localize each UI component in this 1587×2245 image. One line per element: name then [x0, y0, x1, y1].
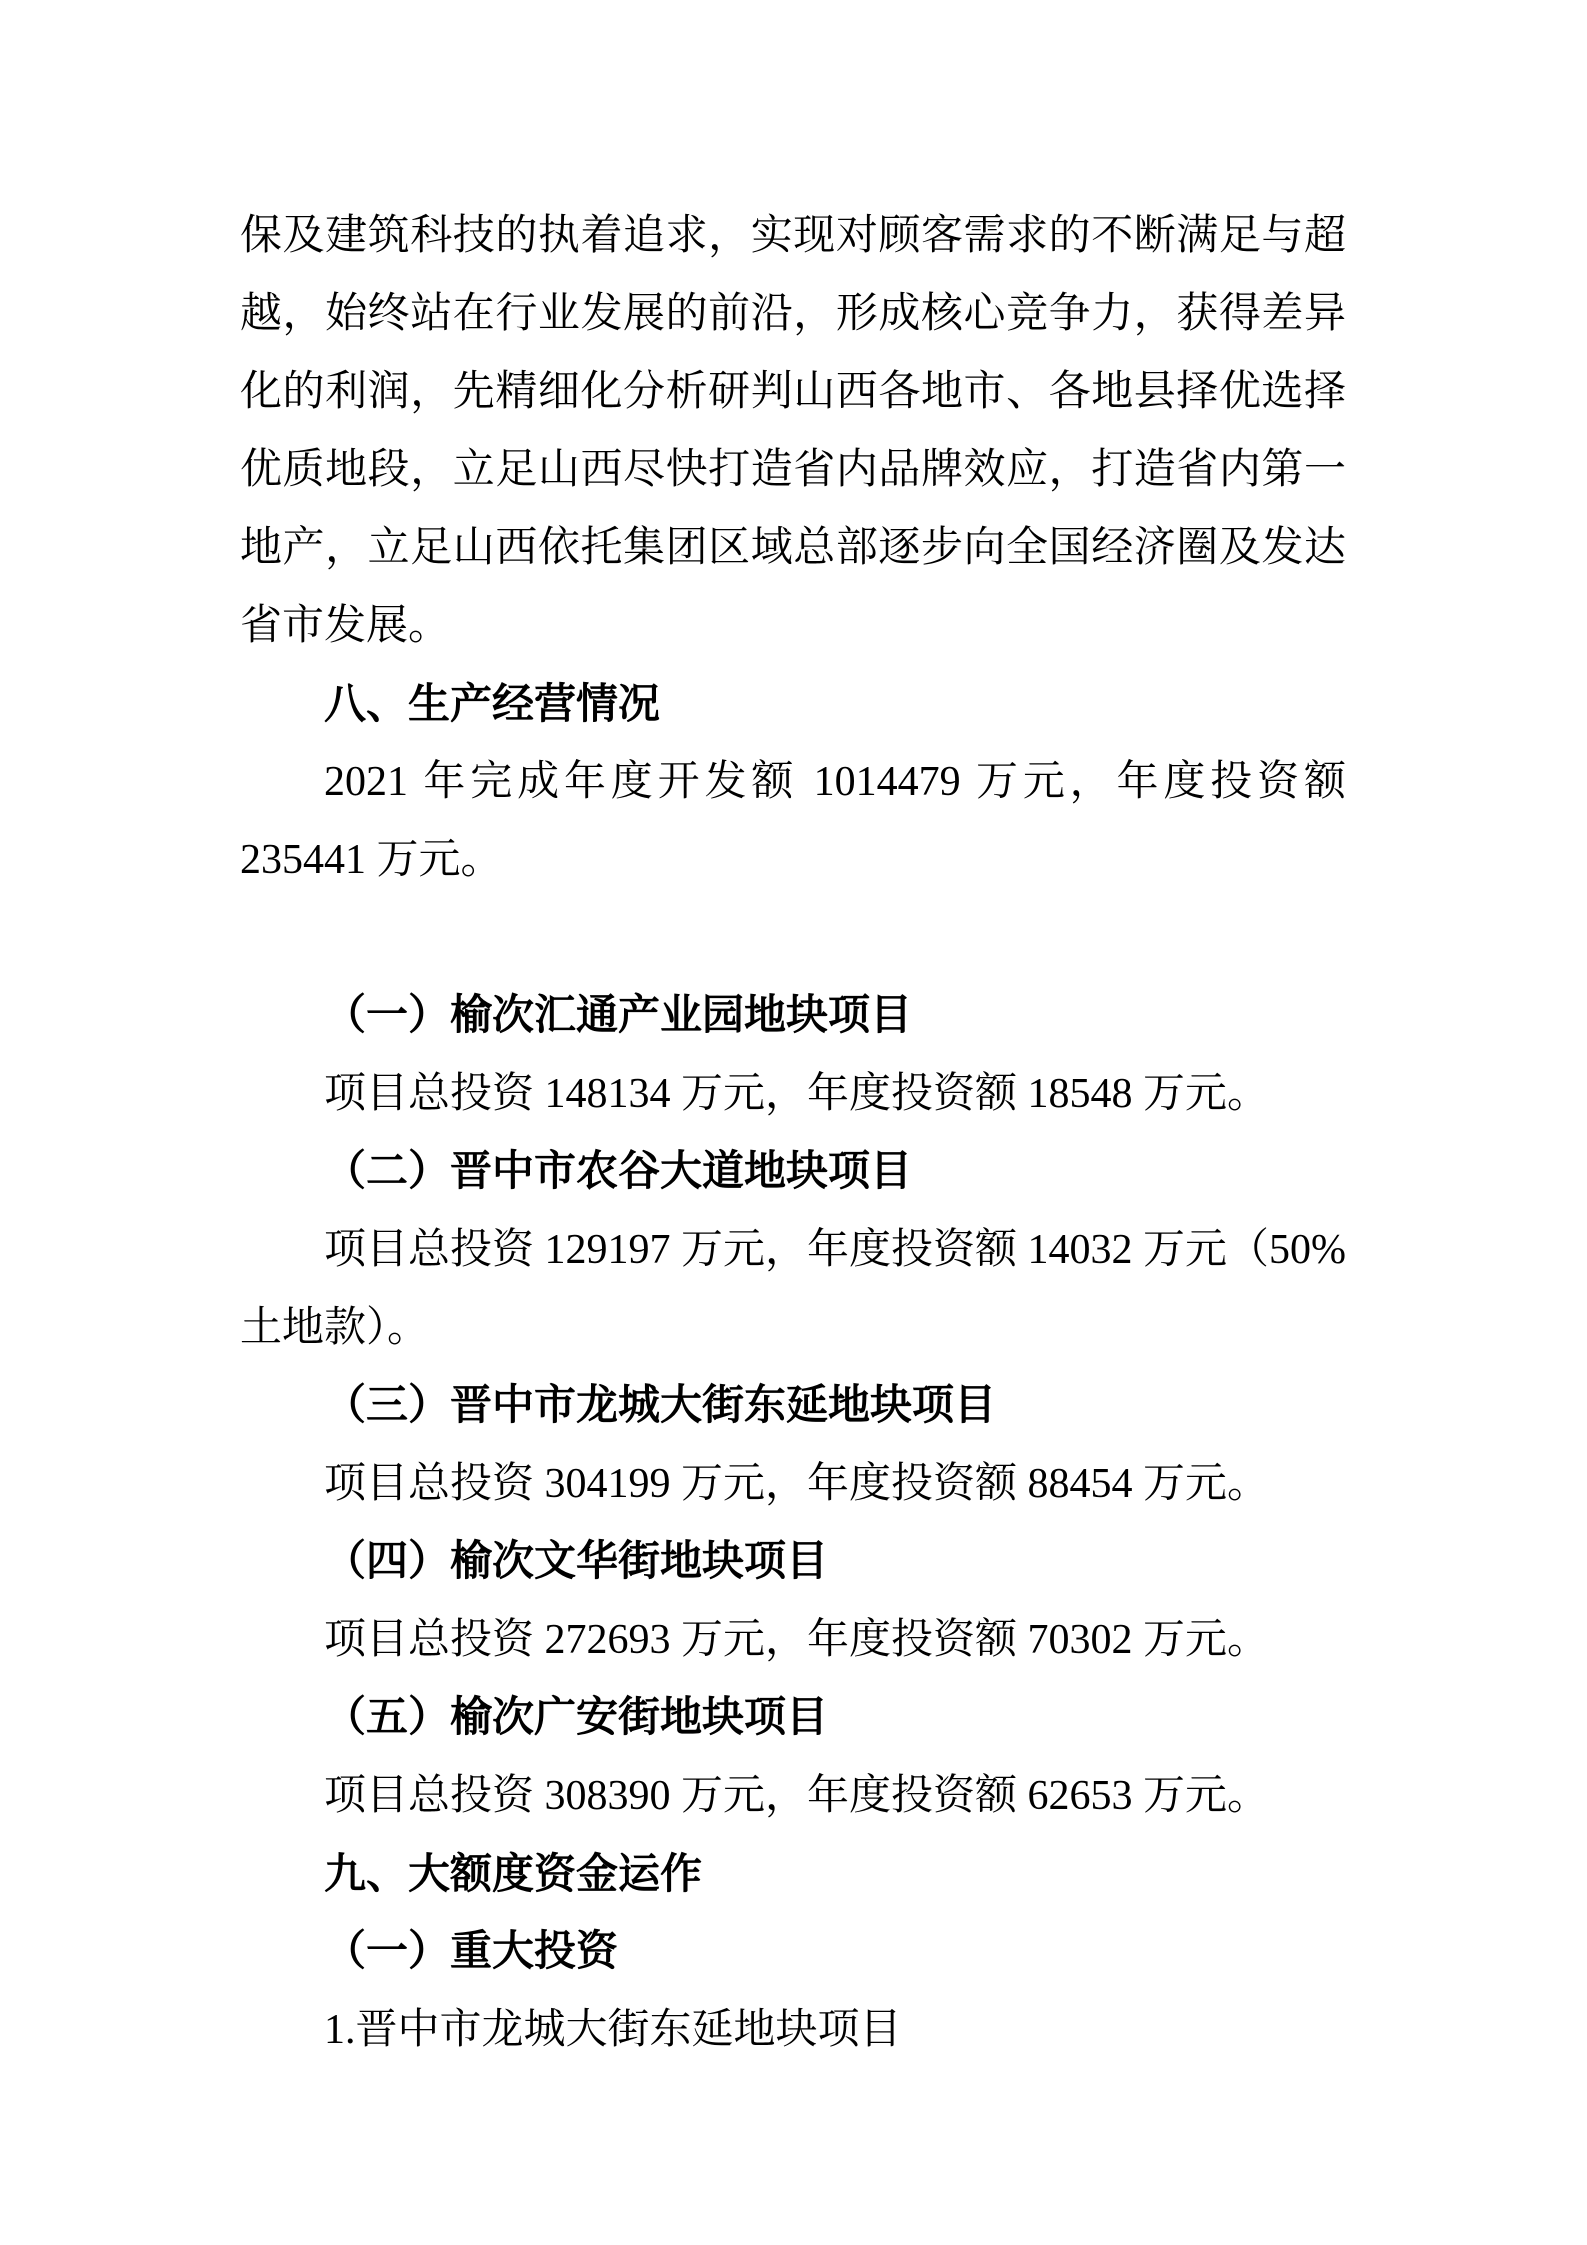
paragraph-line: 项目总投资 308390 万元，年度投资额 62653 万元。 [324, 1773, 1270, 1819]
section-heading-9: 九、大额度资金运作 [324, 1850, 703, 1897]
paragraph-line: 项目总投资 129197 万元，年度投资额 14032 万元（50% [324, 1227, 1346, 1273]
sub-heading-4: （四）榆次文华街地块项目 [324, 1539, 829, 1585]
sub-heading-3: （三）晋中市龙城大街东延地块项目 [324, 1383, 997, 1429]
paragraph-line: 235441 万元。 [240, 837, 503, 883]
paragraph-line: 地产，立足山西依托集团区域总部逐步向全国经济圈及发达 [240, 525, 1346, 571]
paragraph-line: 2021 年完成年度开发额 1014479 万元，年度投资额 [324, 759, 1346, 805]
paragraph-line: 优质地段，立足山西尽快打造省内品牌效应，打造省内第一 [240, 447, 1346, 493]
sub-heading-1: （一）榆次汇通产业园地块项目 [324, 993, 913, 1039]
sub-heading-2: （二）晋中市农谷大道地块项目 [324, 1149, 913, 1195]
document-page [240, 197, 1346, 2069]
paragraph-line: 越，始终站在行业发展的前沿，形成核心竞争力，获得差异 [240, 291, 1346, 337]
numbered-item-1: 1.晋中市龙城大街东延地块项目 [324, 2007, 902, 2053]
paragraph-line: 项目总投资 272693 万元，年度投资额 70302 万元。 [324, 1617, 1270, 1663]
section-heading-8: 八、生产经营情况 [324, 680, 661, 727]
paragraph-line: 项目总投资 304199 万元，年度投资额 88454 万元。 [324, 1461, 1270, 1507]
paragraph-line: 省市发展。 [240, 603, 451, 649]
paragraph-line: 项目总投资 148134 万元，年度投资额 18548 万元。 [324, 1071, 1270, 1117]
paragraph-line: 保及建筑科技的执着追求，实现对顾客需求的不断满足与超 [240, 213, 1346, 259]
sub-heading-5: （五）榆次广安街地块项目 [324, 1695, 829, 1741]
blank-line [240, 899, 1346, 977]
paragraph-line: 化的利润，先精细化分析研判山西各地市、各地县择优选择 [240, 369, 1346, 415]
sub-heading-major-investment: （一）重大投资 [324, 1929, 619, 1975]
paragraph-line: 土地款）。 [240, 1305, 430, 1351]
